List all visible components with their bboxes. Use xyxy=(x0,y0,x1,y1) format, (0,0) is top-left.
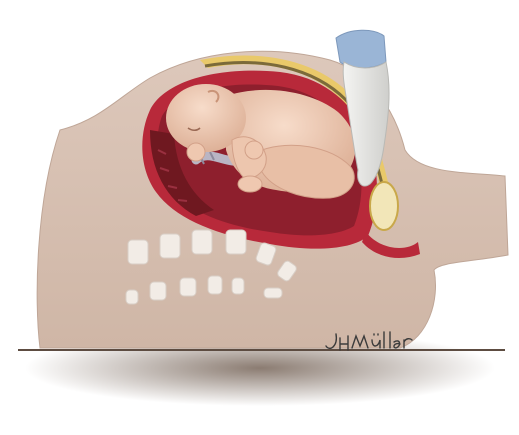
bladder xyxy=(370,182,398,230)
fetus-foot xyxy=(238,176,262,192)
fetus-hand xyxy=(245,141,263,159)
fetus-hand xyxy=(187,143,205,161)
vertebra xyxy=(264,288,282,298)
vertebra xyxy=(226,230,246,254)
vertebra xyxy=(208,276,222,294)
vertebra xyxy=(232,278,244,294)
vertebra xyxy=(150,282,166,300)
vertebra xyxy=(126,290,138,304)
vertebra xyxy=(192,230,212,254)
vertebra xyxy=(128,240,148,264)
vertebra xyxy=(180,278,196,296)
vertebra xyxy=(160,234,180,258)
